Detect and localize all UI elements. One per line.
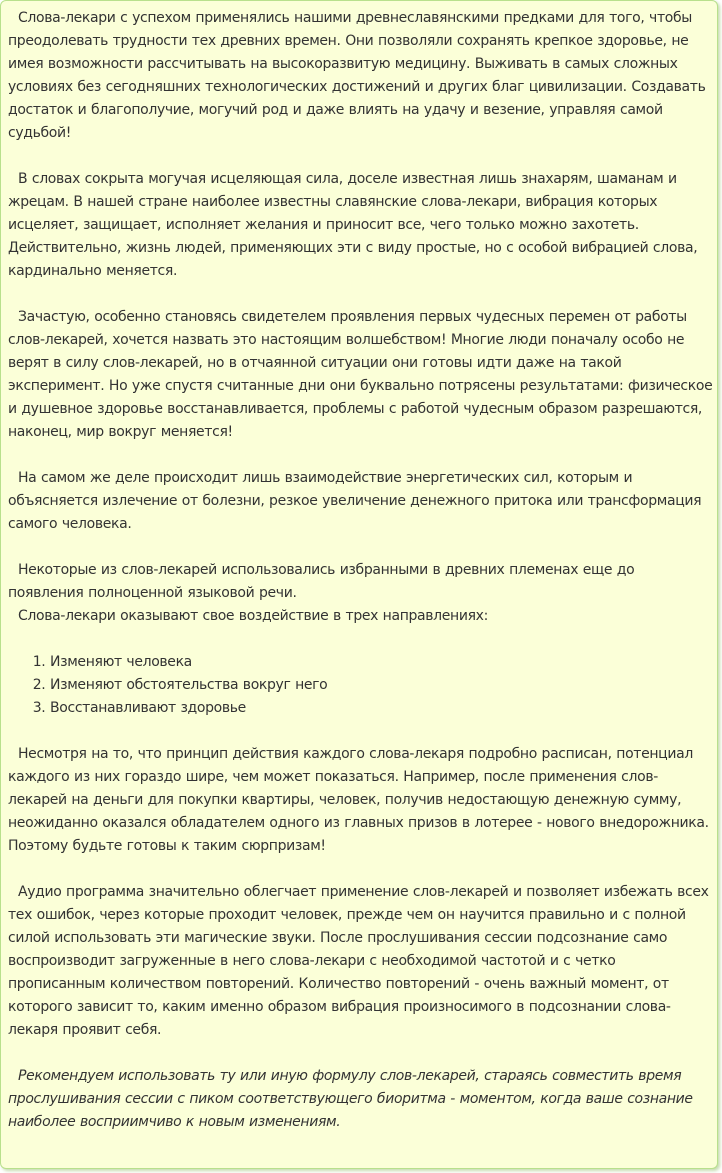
paragraph-ancient-tribes: Некоторые из слов-лекарей использовались избранными в древних племенах еще до появления полноценной языковой речи. (8, 562, 635, 601)
paragraph-potential: Несмотря на то, что принцип действия каждого слова-лекаря подробно расписан, потенциал каждого из них гораздо шире, чем может показаться. Например, после применения слов-лекарей на деньги для покупки квартиры, человек, получив недостающую денежную сумму, неожиданно оказался обладателем одного из главных призов в лотерее - нового внедорожника. Поэтому будьте готовы к таким сюрпризам! (8, 746, 709, 854)
list-item: 2. Изменяют обстоятельства вокруг него (50, 674, 713, 697)
paragraph-magic: Зачастую, особенно становясь свидетелем проявления первых чудесных перемен от работы слов-лекарей, хочется назвать это настоящим волшебством! Многие люди поначалу особо не верят в силу слов-лекарей, но в отчаянной ситуации они готовы идти даже на такой эксперимент. Но уже спустя считанные дни они буквально потрясены результатами: физическое и душевное здоровье восстанавливается, проблемы с работой чудесным образом разрешаются, наконец, мир вокруг меняется! (8, 309, 713, 440)
paragraph-intro: Слова-лекари с успехом применялись нашими древнеславянскими предками для того, чтобы преодолевать трудности тех древних времен. Они позволяли сохранять крепкое здоровье, не имея возможности рассчитывать на высокоразвитую медицину. Выживать в самых сложных условиях без сегодняшних технологических достижений и других благ цивилизации. Создавать достаток и благополучие, могучий род и даже влиять на удачу и везение, управляя самой судьбой! (8, 10, 706, 141)
paragraph-audio-program: Аудио программа значительно облегчает применение слов-лекарей и позволяет избежать всех тех ошибок, через которые проходит человек, прежде чем он научится правильно и с полной силой использовать эти магические звуки. После прослушивания сессии подсознание само воспроизводит загруженные в него слова-лекари с необходимой частотой и с четко прописанным количеством повторений. Количество повторений - очень важный момент, от которого зависит то, каким именно образом вибрация произносимого в подсознании слова-лекаря проявит себя. (8, 884, 709, 1038)
paragraph-energy: На самом же деле происходит лишь взаимодействие энергетических сил, которым и объясняется излечение от болезни, резкое увеличение денежного притока или трансформация самого человека. (8, 470, 702, 532)
paragraph-directions-intro: Слова-лекари оказывают свое воздействие в трех направлениях: (18, 608, 488, 624)
list-item: 3. Восстанавливают здоровье (50, 697, 713, 720)
list-item: 1. Изменяют человека (50, 651, 713, 674)
paragraph-recommendation: Рекомендуем использовать ту или иную формулу слов-лекарей, стараясь совместить время прослушивания сессии с пиком соответствующего биоритма - моментом, когда ваше сознание наиболее восприимчиво к новым изменениям. (8, 1068, 693, 1130)
directions-list (8, 651, 713, 720)
paragraph-healing-power: В словах сокрыта могучая исцеляющая сила, доселе известная лишь знахарям, шаманам и жрецам. В нашей стране наиболее известны славянские слова-лекари, вибрация которых исцеляет, защищает, исполняет желания и приносит все, чего только можно захотеть. Действительно, жизнь людей, применяющих эти с виду простые, но с особой вибрацией слова, кардинально меняется. (8, 171, 698, 279)
